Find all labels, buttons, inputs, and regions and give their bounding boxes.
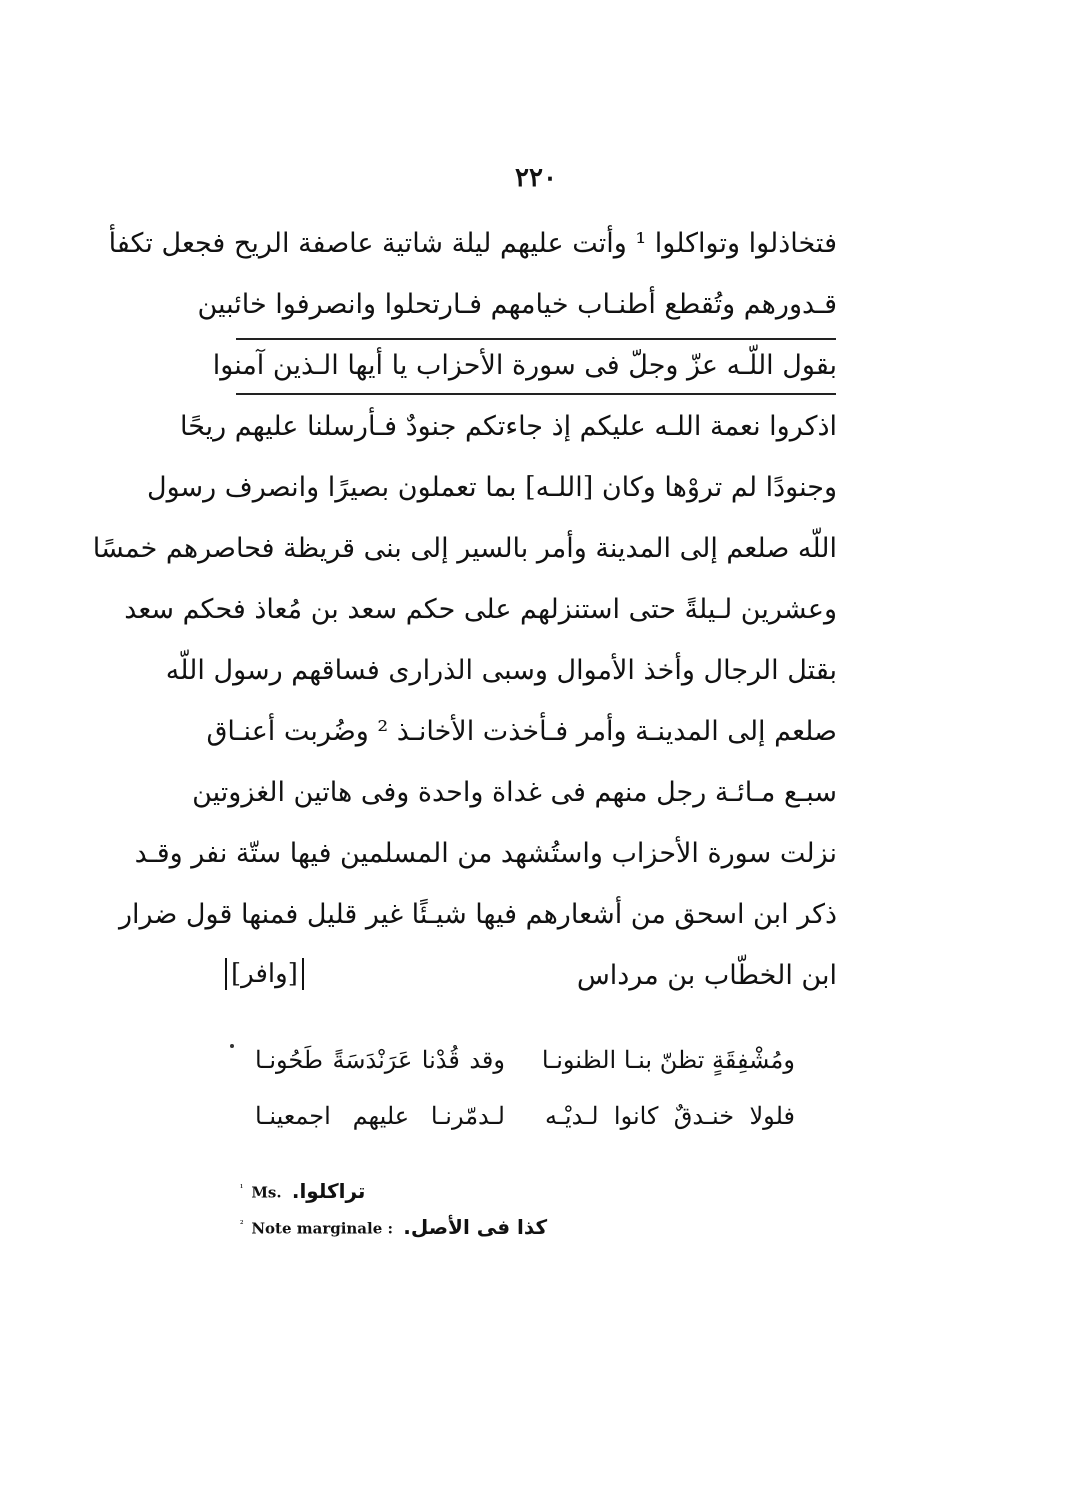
- prose-line: فتخاذلوا وتواكلوا ¹ وأتت عليهم ليلة شاتية عاصفة الريح فجعل تكفأ: [108, 228, 837, 259]
- prose-line: وعشرين لـيلةً حتى استنزلهم على حكم سعد بن مُعاذ فحكم سعد: [124, 594, 837, 625]
- footnote-arabic: كذا فى الأصل.: [403, 1214, 548, 1239]
- prose-line-final: [225, 945, 837, 1006]
- verse-line: [255, 1032, 795, 1088]
- verse-block: [255, 1032, 795, 1144]
- poet-name: ابن الخطّاب بن مرداس: [576, 960, 837, 991]
- prose-line: ذكر ابن اسحق من أشعارهم فيها شيـئًا غير قليل فمنها قول ضرار: [118, 899, 837, 930]
- quote-underline: [236, 338, 836, 340]
- prose-line: صلعم إلى المدينـة وأمر فـأخذت الأخانـذ ² وضُربت أعنـاق: [206, 716, 837, 747]
- prose-line: نزلت سورة الأحزاب واستُشهد من المسلمين فيها ستّة نفر وقـد: [134, 838, 837, 869]
- hemistich-first: فلولا خنـدقٌ كانوا لـديْـه: [545, 1102, 795, 1130]
- prose-line: اللّه صلعم إلى المدينة وأمر بالسير إلى بنى قريظة فحاصرهم خمسًا: [92, 533, 837, 564]
- footnote: [240, 1170, 740, 1206]
- page-number: ٢٢٠: [515, 163, 557, 193]
- verse-line: [255, 1088, 795, 1144]
- hemistich-second: وقد قُدْنا عَرَنْدَسَةً طَحُونـا: [255, 1046, 505, 1074]
- footnote-arabic: تراكلوا.: [291, 1178, 366, 1203]
- footnote-marker: ¹: [240, 1182, 244, 1194]
- footnote-marker: ²: [240, 1218, 244, 1230]
- prose-line: قـدورهم وتُقطع أطنـاب خيامهم فـارتحلوا وانصرفوا خائبين: [197, 289, 837, 320]
- footnote-label: Ms.: [251, 1183, 282, 1202]
- hemistich-first: ومُشْفِقَةٍ تظنّ بنـا الظنونـا: [541, 1046, 795, 1074]
- meter-label: [وافر]: [225, 958, 304, 990]
- footnote: [240, 1206, 740, 1242]
- prose-block: [92, 213, 837, 1006]
- prose-line: سبـع مـائـة رجل منهم فى غداة واحدة وفى هاتين الغزوتين: [192, 777, 837, 808]
- prose-line: بقول اللّـه عزّ وجلّ فى سورة الأحزاب يا أيها الـذين آمنوا: [212, 350, 837, 381]
- footnote-label: Note marginale :: [251, 1219, 394, 1238]
- margin-dot: [230, 1044, 234, 1048]
- prose-line: اذكروا نعمة اللـه عليكم إذ جاءتكم جنودٌ فـأرسلنا عليهم ريحًا: [180, 411, 837, 442]
- quote-underline: [236, 393, 836, 395]
- prose-line: بقتل الرجال وأخذ الأموال وسبى الذرارى فساقهم رسول اللّه: [165, 655, 837, 686]
- footnotes: [240, 1170, 740, 1242]
- prose-line: وجنودًا لم تروْها وكان [اللـه] بما تعملون بصيرًا وانصرف رسول: [146, 472, 837, 503]
- hemistich-second: لـدمّرنـا عليهم اجمعينـا: [255, 1102, 505, 1130]
